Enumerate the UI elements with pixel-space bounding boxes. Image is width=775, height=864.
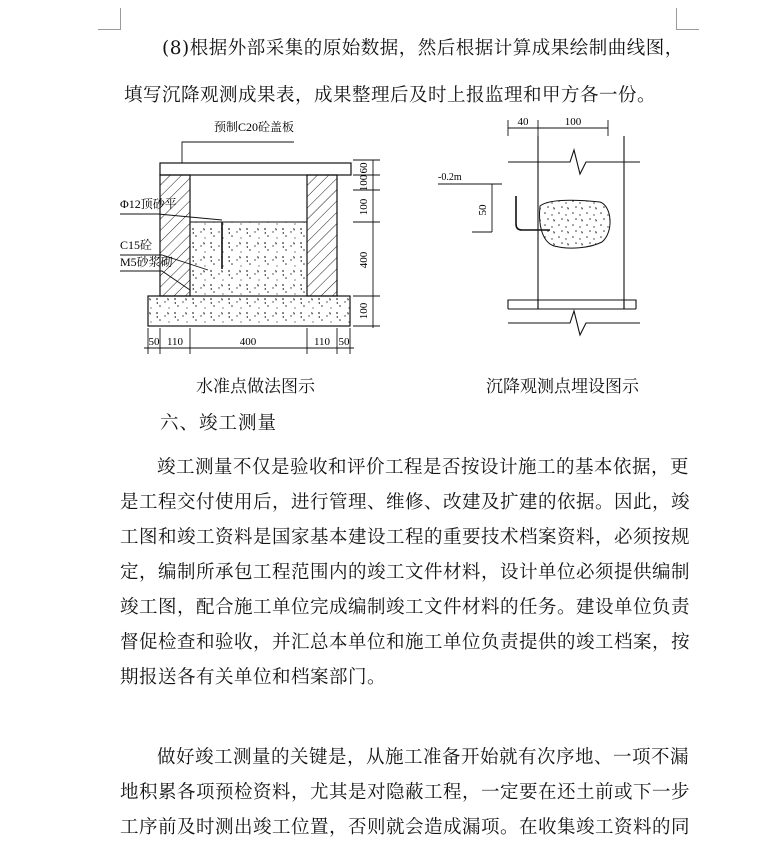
dim-right: 100 bbox=[358, 198, 370, 216]
intro-paragraph bbox=[124, 32, 684, 112]
cover-slab bbox=[160, 163, 351, 175]
dim-right: 100 bbox=[358, 174, 370, 192]
base-slab bbox=[148, 296, 350, 326]
concrete-fill bbox=[190, 222, 307, 296]
footing bbox=[508, 300, 636, 309]
crop-mark-top-left-vertical bbox=[120, 8, 121, 30]
label-m5: M5砂浆砌 bbox=[120, 255, 173, 269]
crop-mark-top-right-vertical bbox=[676, 8, 677, 30]
elevation-label: -0.2m bbox=[438, 172, 462, 183]
break-line-top bbox=[508, 150, 640, 174]
label-c15: C15砼 bbox=[120, 238, 153, 252]
paragraph-line: 地积累各项预检资料，尤其是对隐蔽工程，一定要在还土前或下一步 bbox=[120, 782, 691, 803]
dim-bottom: 110 bbox=[313, 336, 331, 348]
dim-bottom: 50 bbox=[148, 336, 160, 348]
paragraph-line: 竣工图，配合施工单位完成编制竣工文件材料的任务。建设单位负责 bbox=[120, 597, 691, 618]
section-heading: 六、竣工测量 bbox=[160, 413, 278, 434]
intro-line: (8)根据外部采集的原始数据，然后根据计算成果绘制曲线图， bbox=[162, 38, 684, 59]
dim-bottom: 50 bbox=[338, 336, 350, 348]
caption-settlement-point: 沉降观测点埋设图示 bbox=[486, 377, 639, 397]
dim-bottom: 400 bbox=[239, 336, 257, 348]
dim-left: 50 bbox=[477, 204, 489, 216]
paragraph-line: 工序前及时测出竣工位置，否则就会造成漏项。在收集竣工资料的同 bbox=[120, 817, 691, 838]
dim-right: 60 bbox=[358, 162, 370, 174]
crop-mark-top-left-horizontal bbox=[98, 29, 120, 30]
dim-top: 40 bbox=[517, 116, 529, 128]
left-wall bbox=[160, 175, 190, 296]
paragraph-line: 期报送各有关单位和档案部门。 bbox=[120, 667, 387, 688]
paragraph-line: 做好竣工测量的关键是，从施工准备开始就有次序地、一项不漏 bbox=[157, 747, 690, 768]
right-wall bbox=[307, 175, 337, 296]
label-phi12: Φ12顶砂平 bbox=[120, 197, 177, 211]
dim-right: 100 bbox=[358, 302, 370, 320]
paragraph-line: 定，编制所承包工程范围内的竣工文件材料，设计单位必须提供编制 bbox=[120, 562, 691, 583]
label-cover-slab: 预制C20砼盖板 bbox=[214, 120, 295, 134]
paragraph-1 bbox=[120, 450, 691, 695]
dim-bottom: 110 bbox=[166, 336, 184, 348]
embedded-concrete bbox=[540, 200, 611, 248]
paragraph-2 bbox=[120, 740, 691, 845]
dim-top: 100 bbox=[564, 116, 582, 128]
caption-benchmark: 水准点做法图示 bbox=[196, 377, 315, 397]
crop-mark-top-right-horizontal bbox=[677, 29, 699, 30]
intro-line: 填写沉降观测成果表，成果整理后及时上报监理和甲方各一份。 bbox=[124, 85, 657, 106]
break-line-bottom bbox=[508, 311, 640, 335]
paragraph-line: 工图和竣工资料是国家基本建设工程的重要技术档案资料，必须按规 bbox=[120, 527, 691, 548]
paragraph-line: 督促检查和验收，并汇总本单位和施工单位负责提供的竣工档案，按 bbox=[120, 632, 691, 653]
settlement-point-diagram bbox=[430, 114, 660, 354]
paragraph-line: 竣工测量不仅是验收和评价工程是否按设计施工的基本依据，更 bbox=[157, 457, 690, 478]
dim-right: 400 bbox=[358, 251, 370, 269]
paragraph-line: 是工程交付使用后，进行管理、维修、改建及扩建的依据。因此，竣 bbox=[120, 492, 691, 513]
